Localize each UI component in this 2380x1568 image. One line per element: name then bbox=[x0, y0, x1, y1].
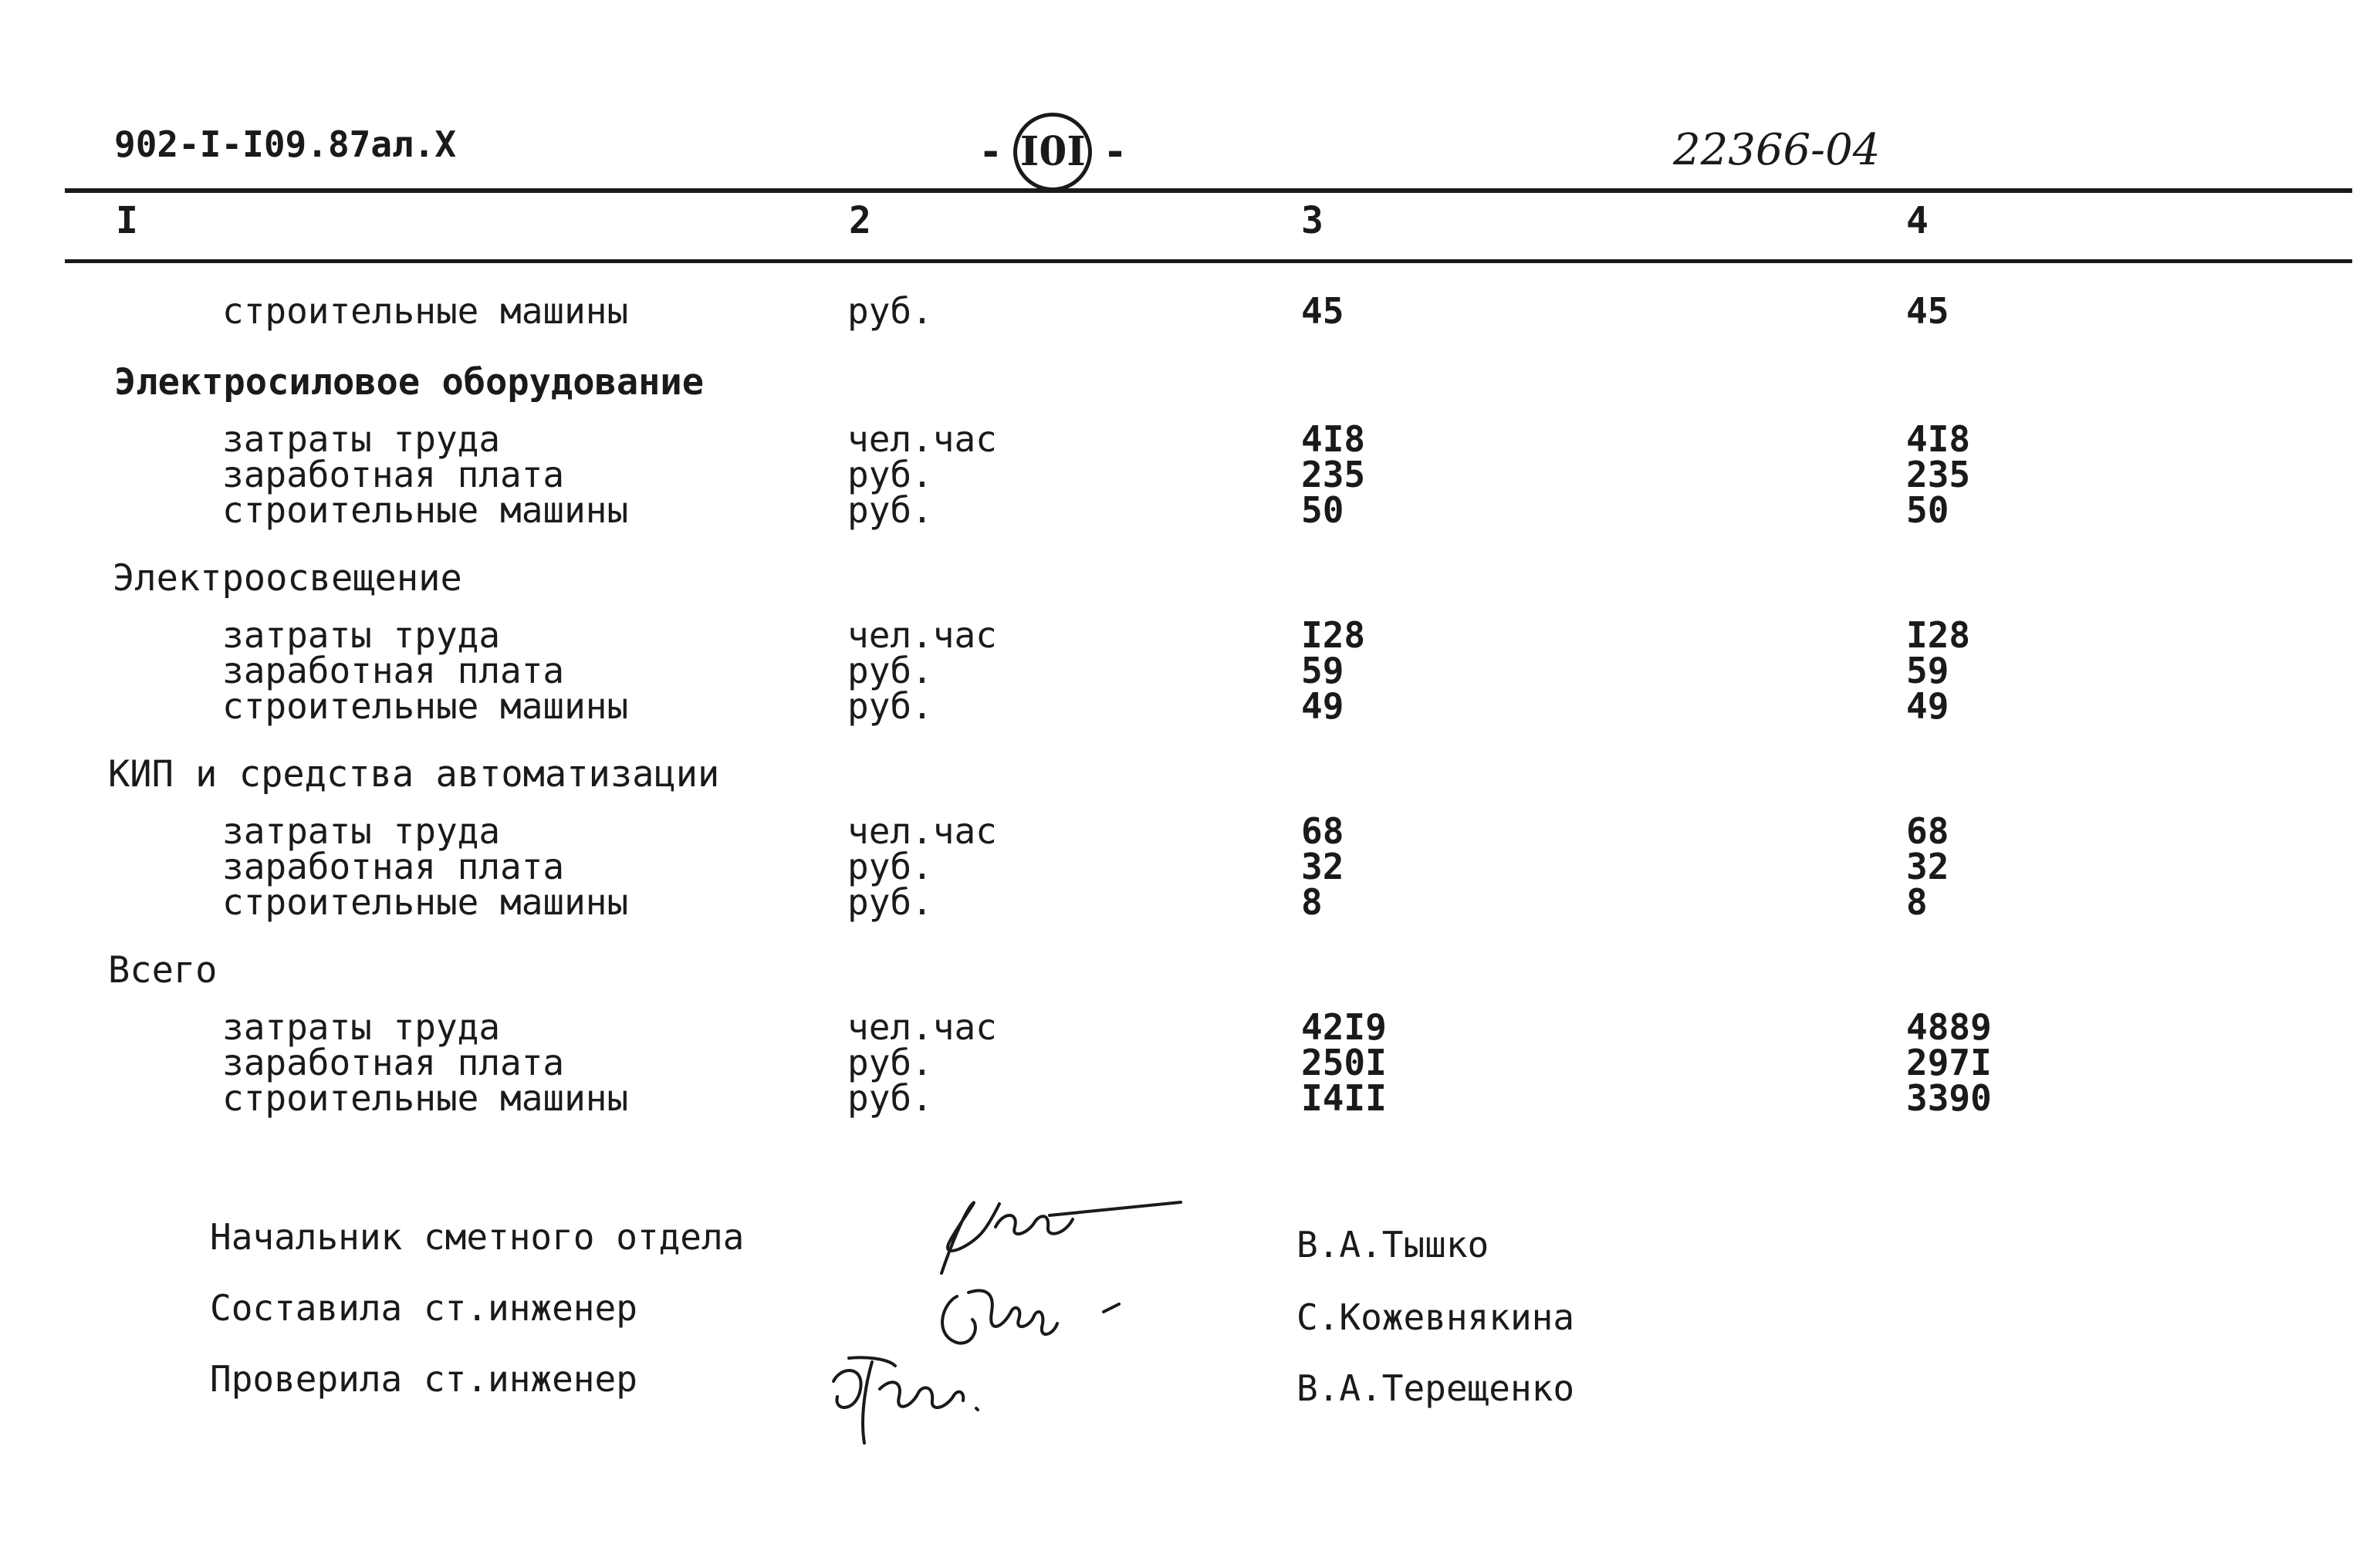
row-label: заработная плата bbox=[222, 454, 565, 495]
row-value-col3: 50 bbox=[1301, 489, 1344, 531]
signature-name: В.А.Тышко bbox=[1296, 1224, 1489, 1266]
table-row bbox=[0, 455, 2380, 494]
row-value-col4: 32 bbox=[1906, 846, 1949, 887]
row-value-col3: 68 bbox=[1301, 810, 1344, 852]
row-unit: руб. bbox=[847, 1077, 933, 1119]
row-unit: руб. bbox=[847, 650, 933, 691]
row-label: строительные машины bbox=[222, 881, 629, 923]
row-value-col3: 59 bbox=[1301, 650, 1344, 691]
table-row bbox=[0, 491, 2380, 529]
row-value-col3: I4II bbox=[1301, 1077, 1387, 1119]
row-value-col3: 250I bbox=[1301, 1042, 1387, 1083]
table-row bbox=[0, 651, 2380, 690]
row-value-col3: 45 bbox=[1301, 290, 1344, 332]
table-row bbox=[0, 883, 2380, 921]
row-label: строительные машины bbox=[222, 685, 629, 727]
row-unit: руб. bbox=[847, 489, 933, 531]
row-label: заработная плата bbox=[222, 650, 565, 691]
row-value-col4: 3390 bbox=[1906, 1077, 1992, 1119]
row-label: затраты труда bbox=[222, 614, 501, 656]
row-value-col4: 4889 bbox=[1906, 1006, 1992, 1048]
section-title: Электросиловое оборудование bbox=[114, 361, 705, 404]
row-value-col4: 50 bbox=[1906, 489, 1949, 531]
row-unit: чел.час bbox=[847, 418, 997, 460]
section-title: КИП и средства автоматизации bbox=[108, 753, 720, 796]
row-value-col3: 8 bbox=[1301, 881, 1323, 923]
row-value-col3: 32 bbox=[1301, 846, 1344, 887]
signature-title: Проверила ст.инженер bbox=[210, 1358, 637, 1400]
row-unit: чел.час bbox=[847, 1006, 997, 1048]
table-row bbox=[0, 1079, 2380, 1117]
row-value-col3: 235 bbox=[1301, 454, 1366, 495]
row-value-col3: I28 bbox=[1301, 614, 1366, 656]
table-top-rule bbox=[65, 188, 2352, 193]
column-header-3: 3 bbox=[1301, 199, 1324, 242]
row-value-col4: 68 bbox=[1906, 810, 1949, 852]
row-value-col4: 235 bbox=[1906, 454, 1971, 495]
section-title: Всего bbox=[108, 949, 218, 992]
signature-title: Составила ст.инженер bbox=[210, 1287, 637, 1329]
row-label: строительные машины bbox=[222, 290, 629, 332]
column-header-4: 4 bbox=[1906, 199, 1929, 242]
table-header-rule bbox=[65, 259, 2352, 263]
table-row bbox=[0, 1008, 2380, 1046]
row-unit: руб. bbox=[847, 1042, 933, 1083]
row-value-col4: 297I bbox=[1906, 1042, 1992, 1083]
table-row bbox=[0, 616, 2380, 654]
row-value-col3: 49 bbox=[1301, 685, 1344, 727]
table-row bbox=[0, 292, 2380, 330]
signature-name: С.Кожевнякина bbox=[1296, 1296, 1575, 1338]
row-label: заработная плата bbox=[222, 1042, 565, 1083]
row-label: затраты труда bbox=[222, 810, 501, 852]
signature-name: В.А.Терещенко bbox=[1296, 1367, 1575, 1409]
page-number: I0I bbox=[1013, 113, 1092, 191]
row-value-col4: 45 bbox=[1906, 290, 1949, 332]
row-value-col4: I28 bbox=[1906, 614, 1971, 656]
row-unit: руб. bbox=[847, 881, 933, 923]
table-row bbox=[0, 847, 2380, 886]
signature-title: Начальник сметного отдела bbox=[210, 1216, 745, 1258]
table-row bbox=[0, 420, 2380, 458]
row-unit: руб. bbox=[847, 846, 933, 887]
sheet-code: 22366-04 bbox=[1673, 125, 1881, 175]
column-header-1: I bbox=[116, 199, 138, 242]
row-value-col4: 49 bbox=[1906, 685, 1949, 727]
row-value-col3: 42I9 bbox=[1301, 1006, 1387, 1048]
row-value-col4: 4I8 bbox=[1906, 418, 1971, 460]
section-title: Электроосвещение bbox=[113, 557, 462, 600]
row-unit: чел.час bbox=[847, 614, 997, 656]
row-unit: руб. bbox=[847, 685, 933, 727]
table-row bbox=[0, 687, 2380, 725]
row-label: заработная плата bbox=[222, 846, 565, 887]
signature-3 bbox=[818, 1335, 1019, 1451]
row-label: строительные машины bbox=[222, 1077, 629, 1119]
row-value-col4: 59 bbox=[1906, 650, 1949, 691]
row-unit: руб. bbox=[847, 290, 933, 332]
document-code: 902-I-I09.87ал.X bbox=[114, 123, 457, 165]
row-value-col3: 4I8 bbox=[1301, 418, 1366, 460]
row-label: строительные машины bbox=[222, 489, 629, 531]
page-number-dash-right: - bbox=[1103, 129, 1127, 175]
page-number-block bbox=[979, 113, 1127, 191]
row-label: затраты труда bbox=[222, 1006, 501, 1048]
row-value-col4: 8 bbox=[1906, 881, 1928, 923]
table-row bbox=[0, 1043, 2380, 1082]
column-header-2: 2 bbox=[849, 199, 871, 242]
row-unit: чел.час bbox=[847, 810, 997, 852]
row-unit: руб. bbox=[847, 454, 933, 495]
row-label: затраты труда bbox=[222, 418, 501, 460]
page-number-dash-left: - bbox=[979, 129, 1003, 175]
table-row bbox=[0, 812, 2380, 850]
